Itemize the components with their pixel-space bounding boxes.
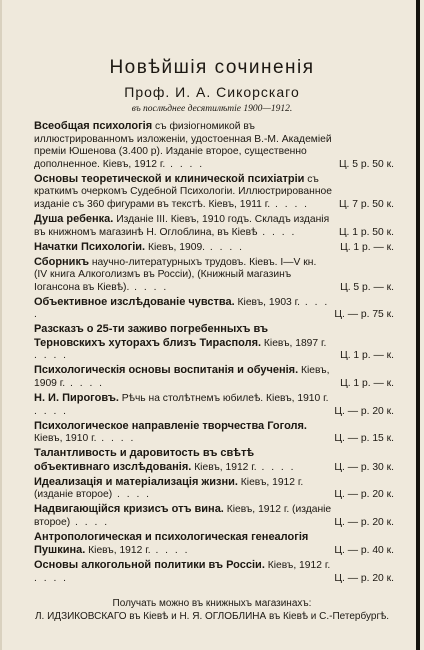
book-description: иллюстрированномъ изложеніи, удостоенная В.-М. Академіей преміи Юшенова (3.400 р). Изданіе второе, существенно дополненное. [34,133,332,170]
page-title: Новѣйшiя сочиненiя [109,57,315,78]
leader-dots: . . . . [270,198,310,210]
book-entry [34,447,394,474]
book-title: Разсказъ о 25-ти заживо погребенныхъ въ Терновскихъ хуторахъ близъ Тирасполя. [34,323,268,349]
book-price: Ц. 1 р. — к. [340,350,394,362]
book-description: Психологіи. Иллюстрированное изданіе съ 360 фигурами въ текстѣ. [34,186,332,210]
book-price: Ц. 5 р. — к. [340,281,394,293]
book-details: Кіевъ, [234,296,266,308]
book-title: Душа ребенка. [34,212,114,225]
book-entry [34,559,394,585]
leader-dots: . . . . [112,489,152,501]
book-list [34,120,394,587]
book-title: Всеобщая психологія [34,120,153,132]
book-entry [34,392,394,418]
book-title: Н. И. Пироговъ. [34,392,119,404]
leader-dots: . . . . [34,296,330,321]
author-name: Проф. И. А. Сикорскаго [124,84,300,100]
book-imprint: Кіевъ, 1910 г. [34,433,97,445]
book-entry [34,241,394,255]
footer-line-2: Л. ИДЗИКОВСКАГО въ Кіевѣ и Н. Я. ОГЛОБЛИНА въ Кіевѣ и С.-Петербургѣ. [34,610,390,622]
book-title: Психологическія основы воспитанія и обученія. [34,364,299,377]
book-title: Основы теоретической и клинической психіатріи [34,172,305,185]
book-entry [34,213,394,239]
book-entry [34,420,394,446]
book-title: Талантливость и даровитость въ свѣтѣ объективнаго изслѣдованія. [34,447,255,473]
leader-dots: . . . . [34,573,69,585]
book-imprint: 1912 г. (изданіе второе) [34,504,332,528]
book-price: Ц. 7 р. 50 к. [338,198,394,210]
book-imprint: Кіевъ, 1911 г. [208,198,271,210]
leader-dots: . . . . [150,545,190,557]
book-imprint: Кіевъ, 1912 г. [267,560,331,572]
leader-dots: . . . . [34,405,69,417]
book-title: Начатки Психологіи. [34,240,146,253]
book-price: Ц. — р. 20 к. [334,489,394,501]
book-imprint: Кіевъ, 1912 г. [194,461,257,473]
leader-dots: . . . . [65,378,105,390]
book-price: Ц. — р. 15 к. [334,433,394,445]
book-imprint: Кіевъ, 1897 г. [263,337,327,349]
book-imprint: Кіевъ, 1912 г. [102,158,166,170]
book-entry [34,256,394,295]
book-price: Ц. — р. 30 к. [334,461,394,473]
footer [0,598,424,623]
book-title: Идеализація и матеріализація жизни. [34,475,238,488]
book-description: I—V кн. (IV книга Алкоголизмъ въ Россіи), (Книжный магазинъ Іогансона въ Кіевѣ). [34,256,317,293]
book-imprint: Кіевъ, 1912 г. (изданіе второе) [34,476,304,501]
book-title: Сборникъ [34,255,89,268]
book-price: Ц. — р. 20 к. [334,573,394,585]
book-title: Объективное изслѣдованіе чувства. [34,295,235,308]
book-imprint: Кіевъ, 1912 г. [88,545,151,557]
book-imprint: Кіевъ, 1909 г. [34,365,330,390]
book-details: Рѣчь на столѣтнемъ юбилеѣ. [118,393,264,404]
book-price: Ц. 1 р. 50 к. [338,226,394,238]
book-details: съ краткимъ очеркомъ Судебной [34,173,319,198]
book-entry [34,120,394,171]
leader-dots: . . . . [257,226,297,238]
book-price: Ц. — р. 20 к. [334,516,394,528]
book-entry [34,503,394,529]
book-price: Ц. 1 р. — к. [340,241,394,253]
book-description: Складъ изданія въ книжномъ магазинѣ Н. Оглоблина, въ Кіевѣ [34,213,330,238]
book-entry [34,531,394,558]
leader-dots: . . . . [165,158,205,170]
leader-dots: . . . . [129,281,169,293]
book-title: Основы алкогольной политики въ Россіи. [34,559,265,572]
book-title: Надвигающійся кризисъ отъ вина. [34,503,224,516]
leader-dots: . . . . [34,350,69,362]
book-entry [34,173,394,212]
book-price: Ц. — р. 40 к. [334,545,394,557]
leader-dots: . . . . [205,241,244,253]
book-details: научно-литературныхъ трудовъ. Кіевъ. [88,256,278,268]
book-details: Кіевъ, [223,504,256,516]
book-entry [34,296,394,322]
book-details: Изданіе III. Кіевъ, 1910 годъ. [113,213,252,225]
book-title: Психологическое направленіе творчества Гоголя. [34,419,307,432]
leader-dots: . . . . [96,433,136,445]
book-entry [34,476,394,502]
book-title: Антропологическая и психологическая генеалогія Пушкина. [34,530,309,557]
leader-dots: . . . . [70,516,110,528]
book-price: Ц. — р. 20 к. [334,405,394,417]
book-details: съ физіогномикой въ [152,121,255,132]
book-entry [34,323,394,363]
book-imprint: Кіевъ, 1910 г. [266,393,329,404]
book-entry [34,364,394,390]
leader-dots: . . . . [256,461,296,473]
book-imprint: 1903 г. [268,296,301,308]
book-price: Ц. 1 р. — к. [340,378,394,390]
book-details: Кіевъ, 1909. [145,241,206,253]
date-range-subtitle: въ послѣднее десятилѣтіе 1900—1912. [131,104,293,114]
book-price: Ц. — р. 75 к. [334,309,394,321]
book-price: Ц. 5 р. 50 к. [338,158,394,170]
footer-line-1: Получать можно въ книжныхъ магазинахъ: [112,598,312,609]
